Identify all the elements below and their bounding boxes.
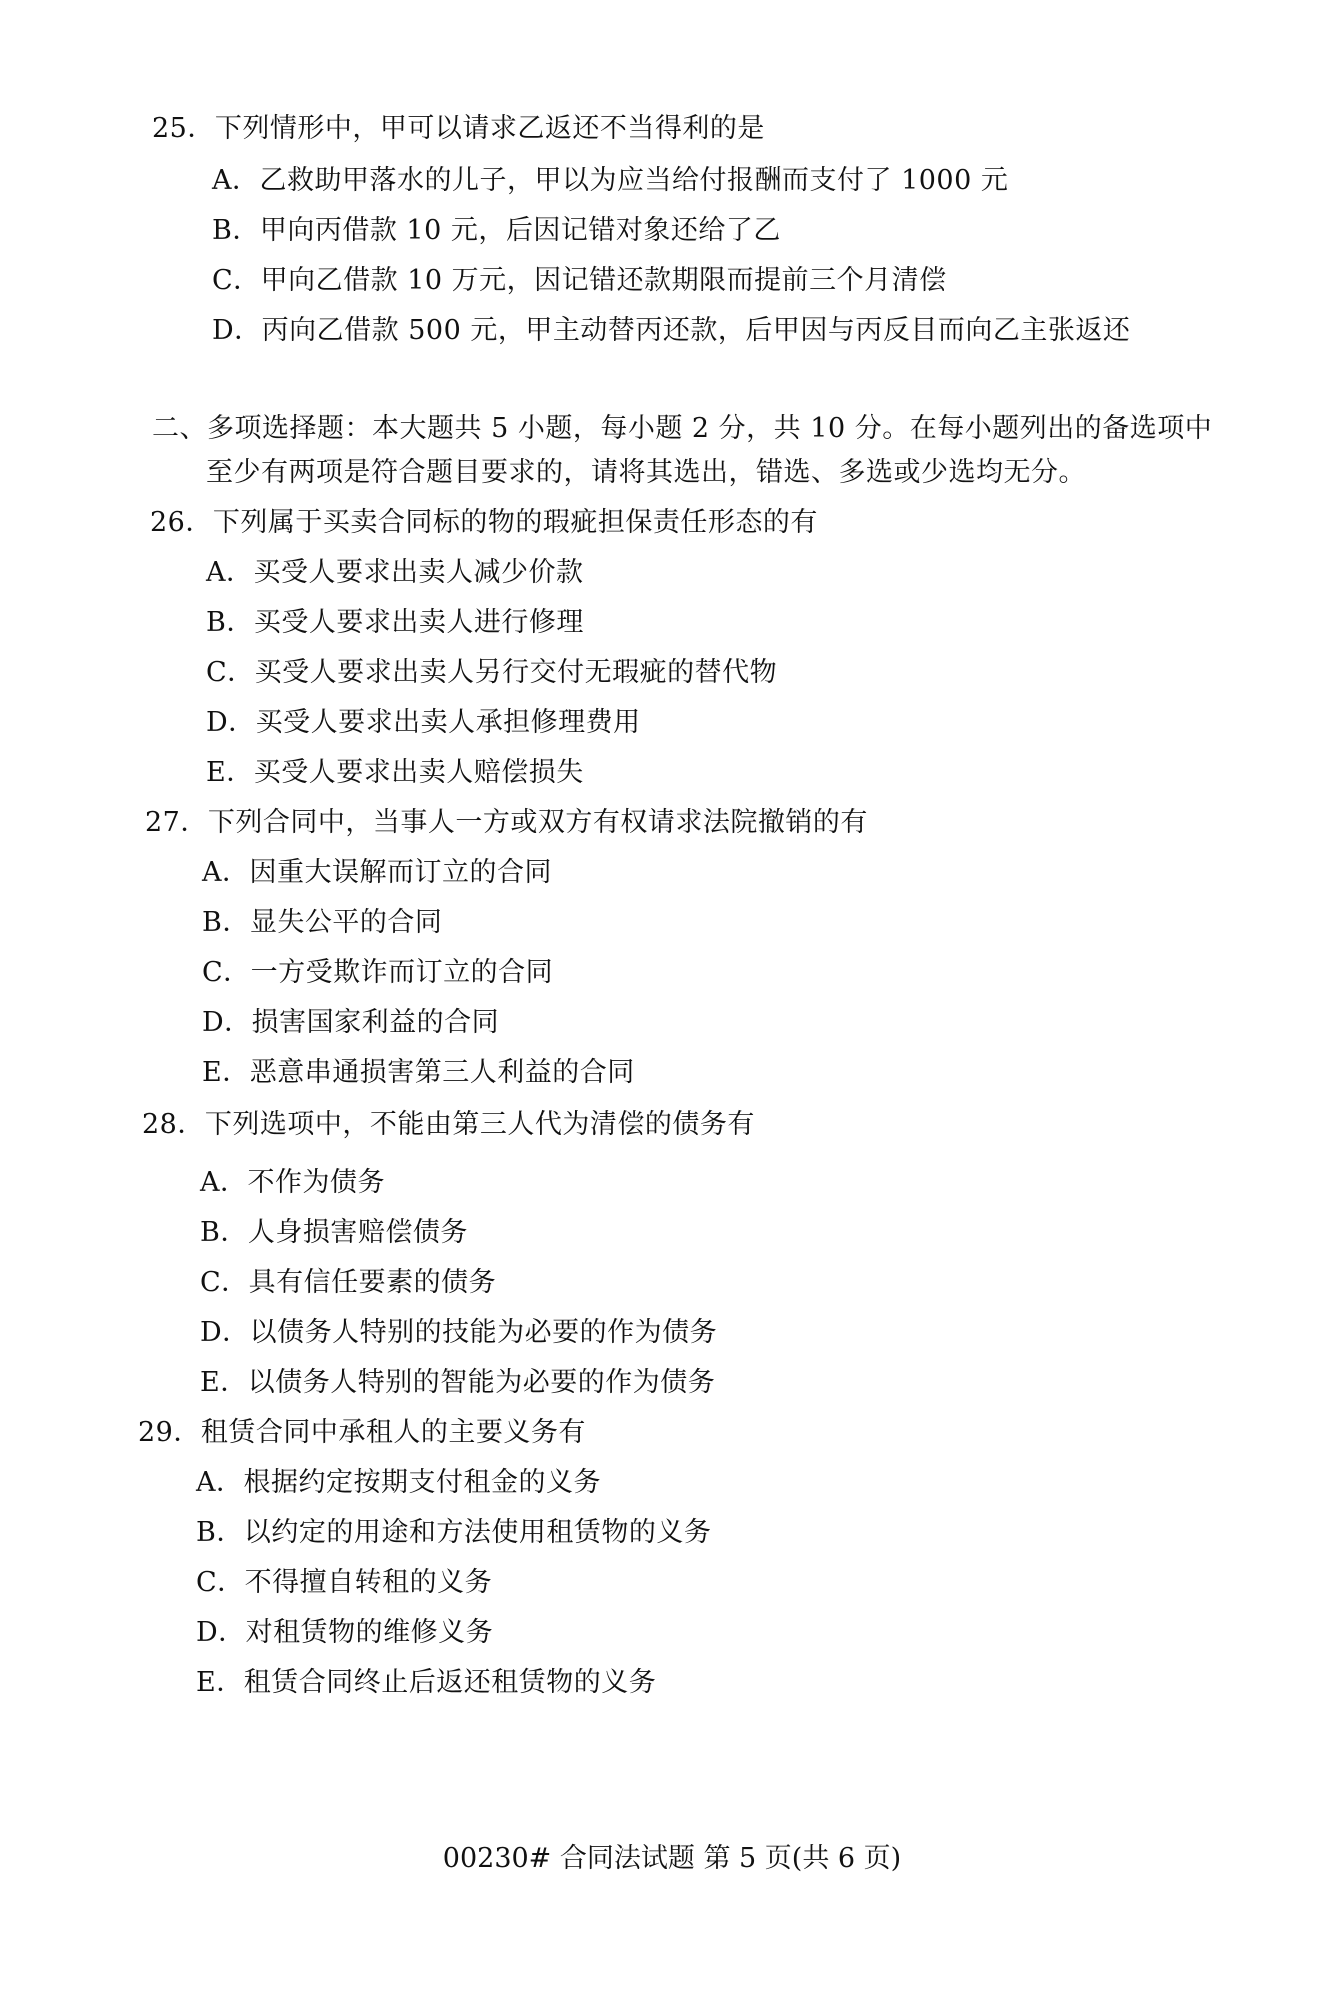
section-2-heading-line-1: 二、多项选择题：本大题共 5 小题，每小题 2 分，共 10 分。在每小题列出的备选项中	[152, 413, 1213, 444]
question-27-option-c: C．一方受欺诈而订立的合同	[202, 957, 554, 988]
question-26-option-c: C．买受人要求出卖人另行交付无瑕疵的替代物	[206, 657, 778, 688]
question-29-stem: 29．租赁合同中承租人的主要义务有	[138, 1417, 586, 1448]
question-28-option-b: B．人身损害赔偿债务	[200, 1217, 468, 1248]
question-25-stem: 25．下列情形中，甲可以请求乙返还不当得利的是	[152, 113, 765, 144]
question-28-stem: 28．下列选项中，不能由第三人代为清偿的债务有	[142, 1109, 755, 1140]
page-footer: 00230# 合同法试题 第 5 页(共 6 页)	[442, 1843, 902, 1874]
question-26-option-d: D．买受人要求出卖人承担修理费用	[206, 707, 641, 738]
question-29-option-b: B．以约定的用途和方法使用租赁物的义务	[196, 1517, 712, 1548]
question-28-option-e: E．以债务人特别的智能为必要的作为债务	[200, 1367, 716, 1398]
question-27-option-a: A．因重大误解而订立的合同	[202, 857, 552, 888]
question-29-option-c: C．不得擅自转租的义务	[196, 1567, 493, 1598]
question-27-option-b: B．显失公平的合同	[202, 907, 443, 938]
question-25-option-d: D．丙向乙借款 500 元，甲主动替丙还款，后甲因与丙反目而向乙主张返还	[212, 315, 1131, 346]
question-28-option-d: D．以债务人特别的技能为必要的作为债务	[200, 1317, 718, 1348]
question-27-stem: 27．下列合同中，当事人一方或双方有权请求法院撤销的有	[145, 807, 868, 838]
question-26-option-e: E．买受人要求出卖人赔偿损失	[206, 757, 584, 788]
question-29-option-d: D．对租赁物的维修义务	[196, 1617, 494, 1648]
question-25-option-b: B．甲向丙借款 10 元，后因记错对象还给了乙	[212, 215, 781, 246]
question-29-option-e: E．租赁合同终止后返还租赁物的义务	[196, 1667, 657, 1698]
section-2-heading-line-2: 至少有两项是符合题目要求的，请将其选出，错选、多选或少选均无分。	[206, 457, 1086, 488]
question-26-option-b: B．买受人要求出卖人进行修理	[206, 607, 584, 638]
question-28-option-c: C．具有信任要素的债务	[200, 1267, 497, 1298]
question-26-stem: 26．下列属于买卖合同标的物的瑕疵担保责任形态的有	[150, 507, 818, 538]
question-25-option-a: A．乙救助甲落水的儿子，甲以为应当给付报酬而支付了 1000 元	[212, 165, 1009, 196]
question-27-option-e: E．恶意串通损害第三人利益的合同	[202, 1057, 635, 1088]
question-25-option-c: C．甲向乙借款 10 万元，因记错还款期限而提前三个月清偿	[212, 265, 947, 296]
question-28-option-a: A．不作为债务	[200, 1167, 385, 1198]
question-26-option-a: A．买受人要求出卖人减少价款	[206, 557, 584, 588]
question-27-option-d: D．损害国家利益的合同	[202, 1007, 500, 1038]
question-29-option-a: A．根据约定按期支付租金的义务	[196, 1467, 601, 1498]
